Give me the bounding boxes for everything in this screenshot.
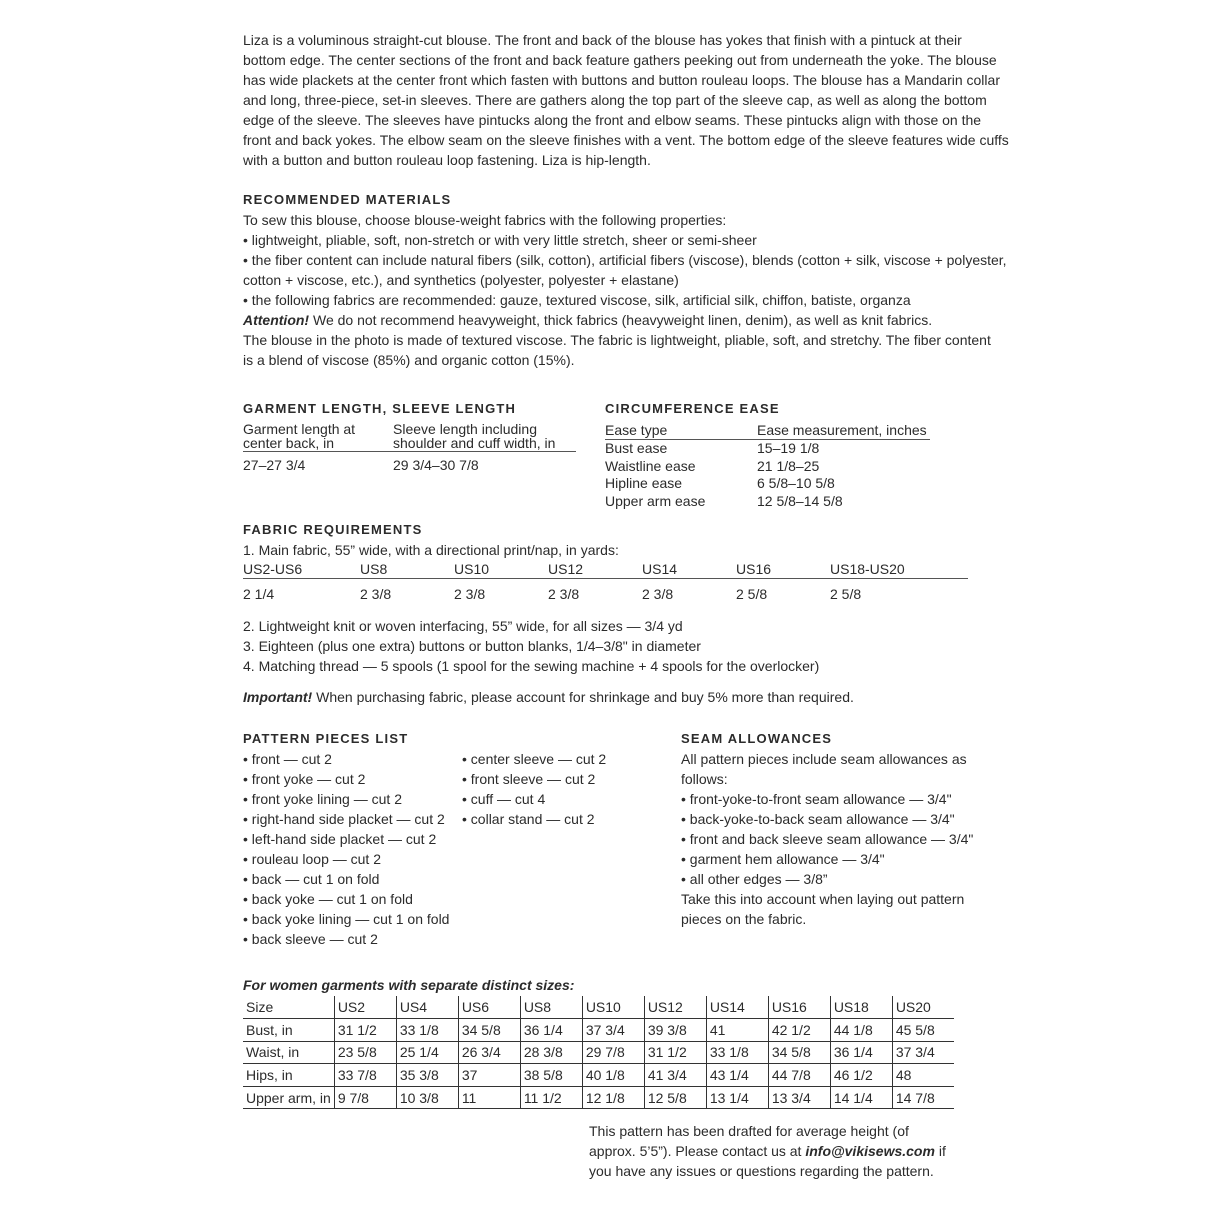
seam-line: • all other edges — 3/8” (681, 871, 828, 887)
table-cell: 31 1/2 (644, 1041, 706, 1064)
fabric-item: 4. Matching thread — 5 spools (1 spool for the sewing machine + 4 spools for the overlocker) (243, 658, 820, 674)
table-cell: US8 (520, 996, 582, 1019)
col-header: Ease type (605, 422, 668, 438)
seam-list (681, 749, 973, 929)
intro-line: bottom edge. The center sections of the front and back feature gathers peeking out from underneath the yoke. The blouse (243, 52, 997, 68)
table-cell: US18 (830, 996, 892, 1019)
fabric-item: 3. Eighteen (plus one extra) buttons or button blanks, 1/4–3/8" in diameter (243, 638, 701, 654)
table-cell: Hipline ease (605, 475, 683, 492)
fabric-table (243, 560, 968, 604)
table-cell: US4 (396, 996, 458, 1019)
note-text: if (934, 1143, 946, 1159)
table-cell: 2 3/8 (548, 586, 580, 602)
table-cell: 23 5/8 (334, 1041, 396, 1064)
list-item: • front yoke lining — cut 2 (243, 791, 402, 807)
table-cell: 39 3/8 (644, 1019, 706, 1042)
table-cell: Waistline ease (605, 457, 696, 474)
table-header (243, 422, 576, 452)
table-cell: 12 5/8–14 5/8 (757, 492, 843, 509)
intro-line: Liza is a voluminous straight-cut blouse. The front and back of the blouse has yokes that finish with a pintuck at their (243, 32, 962, 48)
table-cell: 45 5/8 (892, 1019, 954, 1042)
list-item: • back sleeve — cut 2 (243, 931, 378, 947)
table-cell: 14 1/4 (830, 1086, 892, 1109)
table-cell: 29 7/8 (582, 1041, 644, 1064)
table-cell: 34 5/8 (768, 1041, 830, 1064)
fabric-item: 2. Lightweight knit or woven interfacing, 55” wide, for all sizes — 3/4 yd (243, 618, 683, 634)
materials-line: • lightweight, pliable, soft, non-stretch or with very little stretch, sheer or semi-sheer (243, 232, 757, 248)
col-header: Sleeve length including (393, 421, 537, 437)
table-cell: 35 3/8 (396, 1064, 458, 1087)
table-row (605, 493, 935, 511)
table-cell: Hips, in (243, 1064, 334, 1087)
table-cell: 44 7/8 (768, 1064, 830, 1087)
table-cell: 12 1/8 (582, 1086, 644, 1109)
table-cell: 42 1/2 (768, 1019, 830, 1042)
table-cell: 43 1/4 (706, 1064, 768, 1087)
table-cell: 14 7/8 (892, 1086, 954, 1109)
table-cell: 2 3/8 (642, 586, 674, 602)
list-item: • rouleau loop — cut 2 (243, 851, 381, 867)
materials-line: To sew this blouse, choose blouse-weight fabrics with the following properties: (243, 212, 727, 228)
table-cell: 15–19 1/8 (757, 440, 820, 456)
intro-line: with a button and button rouleau loop fastening. Liza is hip-length. (243, 152, 651, 168)
materials-line: • the following fabrics are recommended: gauze, textured viscose, silk, artificial silk, chiffon, batiste, organza (243, 292, 911, 308)
list-item: • front yoke — cut 2 (243, 771, 366, 787)
table-cell: 37 (458, 1064, 520, 1087)
table-cell: US2 (334, 996, 396, 1019)
table-header (243, 560, 968, 579)
seam-heading: SEAM ALLOWANCES (681, 731, 833, 746)
important-label: Important! (243, 689, 313, 705)
table-cell: 6 5/8–10 5/8 (757, 475, 835, 492)
pieces-list-col2 (462, 749, 606, 829)
table-cell: US16 (768, 996, 830, 1019)
table-cell: 29 3/4–30 7/8 (393, 457, 479, 473)
table-row (243, 579, 968, 604)
table-cell: 31 1/2 (334, 1019, 396, 1042)
table-cell: Size (243, 996, 334, 1019)
table-cell: Upper arm ease (605, 492, 706, 509)
attention-line (243, 310, 971, 330)
table-cell: 37 3/4 (892, 1041, 954, 1064)
table-cell: 44 1/8 (830, 1019, 892, 1042)
seam-line: • back-yoke-to-back seam allowance — 3/4" (681, 811, 955, 827)
pieces-list-col1 (243, 749, 449, 949)
table-cell: 11 1/2 (520, 1086, 582, 1109)
table-cell: 26 3/4 (458, 1041, 520, 1064)
table-cell: US12 (644, 996, 706, 1019)
intro-line: edge of the sleeve. The sleeves have pintucks along the front and elbow seams. These pintucks align with those on the (243, 112, 982, 128)
list-item: • front — cut 2 (243, 751, 332, 767)
note-line: This pattern has been drafted for average height (of (589, 1123, 909, 1139)
table-cell: 36 1/4 (830, 1041, 892, 1064)
table-row (243, 1041, 954, 1064)
col-header: US2-US6 (243, 561, 303, 577)
contact-email-link[interactable]: info@vikisews.com (805, 1143, 935, 1159)
table-cell: 2 1/4 (243, 586, 275, 602)
garment-length-heading: GARMENT LENGTH, SLEEVE LENGTH (243, 401, 517, 416)
attention-text: We do not recommend heavyweight, thick fabrics (heavyweight linen, denim), as well as knit fabrics. (309, 312, 933, 328)
table-cell: 41 (706, 1019, 768, 1042)
col-header: US16 (736, 561, 772, 577)
seam-line: • front and back sleeve seam allowance — 3/4" (681, 831, 974, 847)
seam-line: follows: (681, 771, 728, 787)
fabric-items (243, 616, 819, 676)
table-cell: 12 5/8 (644, 1086, 706, 1109)
table-cell: Upper arm, in (243, 1086, 334, 1109)
materials-section (243, 190, 1007, 370)
photo-line: is a blend of viscose (85%) and organic cotton (15%). (243, 352, 575, 368)
table-row (243, 452, 576, 475)
table-cell: 38 5/8 (520, 1064, 582, 1087)
table-cell: 37 3/4 (582, 1019, 644, 1042)
intro-line: has wide plackets at the center front which fasten with buttons and button rouleau loops. The blouse has a Mandarin collar (243, 72, 1000, 88)
table-row (605, 475, 935, 493)
seam-line: • front-yoke-to-front seam allowance — 3/4" (681, 791, 952, 807)
list-item: • front sleeve — cut 2 (462, 771, 596, 787)
table-cell: 11 (458, 1086, 520, 1109)
seam-line: Take this into account when laying out pattern (681, 891, 965, 907)
note-line (589, 1141, 946, 1161)
table-cell: US6 (458, 996, 520, 1019)
table-cell: 13 3/4 (768, 1086, 830, 1109)
table-cell: 46 1/2 (830, 1064, 892, 1087)
table-cell: 2 3/8 (454, 586, 486, 602)
table-cell: 28 3/8 (520, 1041, 582, 1064)
attention-label: Attention! (243, 312, 310, 328)
col-header: center back, in (243, 435, 335, 451)
intro-paragraph (243, 30, 1009, 170)
list-item: • collar stand — cut 2 (462, 811, 595, 827)
pieces-heading: PATTERN PIECES LIST (243, 731, 409, 746)
table-cell: 2 3/8 (360, 586, 392, 602)
seam-line: pieces on the fabric. (681, 911, 807, 927)
table-cell: 33 7/8 (334, 1064, 396, 1087)
table-cell: Bust ease (605, 440, 668, 456)
footer-note (589, 1121, 946, 1181)
table-cell: 10 3/8 (396, 1086, 458, 1109)
table-row (243, 1019, 954, 1042)
table-cell: 40 1/8 (582, 1064, 644, 1087)
list-item: • cuff — cut 4 (462, 791, 546, 807)
list-item: • back — cut 1 on fold (243, 871, 380, 887)
col-header: US18-US20 (830, 561, 905, 577)
ease-heading: CIRCUMFERENCE EASE (605, 401, 780, 416)
table-cell: Waist, in (243, 1041, 334, 1064)
table-row (243, 1064, 954, 1087)
seam-line: • garment hem allowance — 3/4" (681, 851, 885, 867)
list-item: • left-hand side placket — cut 2 (243, 831, 437, 847)
table-cell: 33 1/8 (396, 1019, 458, 1042)
col-header: US10 (454, 561, 490, 577)
table-cell: 21 1/8–25 (757, 457, 820, 474)
size-table (243, 996, 954, 1109)
materials-line: cotton + viscose, etc.), and synthetics (polyester, polyester + elastane) (243, 272, 679, 288)
materials-line: • the fiber content can include natural fibers (silk, cotton), artificial fibers (viscose), blends (cotton + silk, viscose + polyester, (243, 252, 1007, 268)
table-cell: US14 (706, 996, 768, 1019)
table-cell: Bust, in (243, 1019, 334, 1042)
table-cell: 9 7/8 (334, 1086, 396, 1109)
col-header: shoulder and cuff width, in (393, 435, 556, 451)
table-cell: 33 1/8 (706, 1041, 768, 1064)
col-header: Ease measurement, inches (757, 422, 927, 438)
list-item: • center sleeve — cut 2 (462, 751, 607, 767)
table-cell: 25 1/4 (396, 1041, 458, 1064)
table-cell: 36 1/4 (520, 1019, 582, 1042)
col-header: US12 (548, 561, 584, 577)
table-cell: 48 (892, 1064, 954, 1087)
seam-line: All pattern pieces include seam allowances as (681, 751, 967, 767)
col-header: Garment length at (243, 421, 356, 437)
table-row (243, 1086, 954, 1109)
table-cell: 27–27 3/4 (243, 457, 306, 473)
table-header-row (243, 996, 954, 1019)
table-cell: US10 (582, 996, 644, 1019)
table-cell: 2 5/8 (736, 586, 768, 602)
table-cell: 41 3/4 (644, 1064, 706, 1087)
note-text: approx. 5’5”). Please contact us at (589, 1143, 806, 1159)
note-line: you have any issues or questions regarding the pattern. (589, 1163, 934, 1179)
table-cell: US20 (892, 996, 954, 1019)
intro-line: and long, three-piece, set-in sleeves. There are gathers along the top part of the sleeve cap, as well as along the bottom (243, 92, 987, 108)
table-row (605, 440, 935, 458)
list-item: • right-hand side placket — cut 2 (243, 811, 445, 827)
photo-line: The blouse in the photo is made of textured viscose. The fabric is lightweight, pliable, soft, and stretchy. The fiber content (243, 332, 991, 348)
important-text: When purchasing fabric, please account for shrinkage and buy 5% more than required. (312, 689, 854, 705)
ease-table (605, 421, 935, 510)
col-header: US14 (642, 561, 678, 577)
fabric-heading: FABRIC REQUIREMENTS (243, 522, 423, 537)
table-row (605, 458, 935, 476)
important-note (243, 687, 854, 707)
list-item: • back yoke lining — cut 1 on fold (243, 911, 450, 927)
col-header: US8 (360, 561, 388, 577)
garment-length-table (243, 422, 576, 475)
sizes-heading: For women garments with separate distinct sizes: (243, 977, 575, 993)
table-cell: 34 5/8 (458, 1019, 520, 1042)
table-header (605, 421, 930, 440)
list-item: • back yoke — cut 1 on fold (243, 891, 413, 907)
main-fabric-label: 1. Main fabric, 55” wide, with a directional print/nap, in yards: (243, 542, 619, 558)
intro-line: front and back yokes. The elbow seam on the sleeve finishes with a vent. The bottom edge of the sleeve features wide cuffs (243, 132, 1009, 148)
table-cell: 2 5/8 (830, 586, 862, 602)
table-cell: 13 1/4 (706, 1086, 768, 1109)
materials-heading: RECOMMENDED MATERIALS (243, 192, 452, 207)
